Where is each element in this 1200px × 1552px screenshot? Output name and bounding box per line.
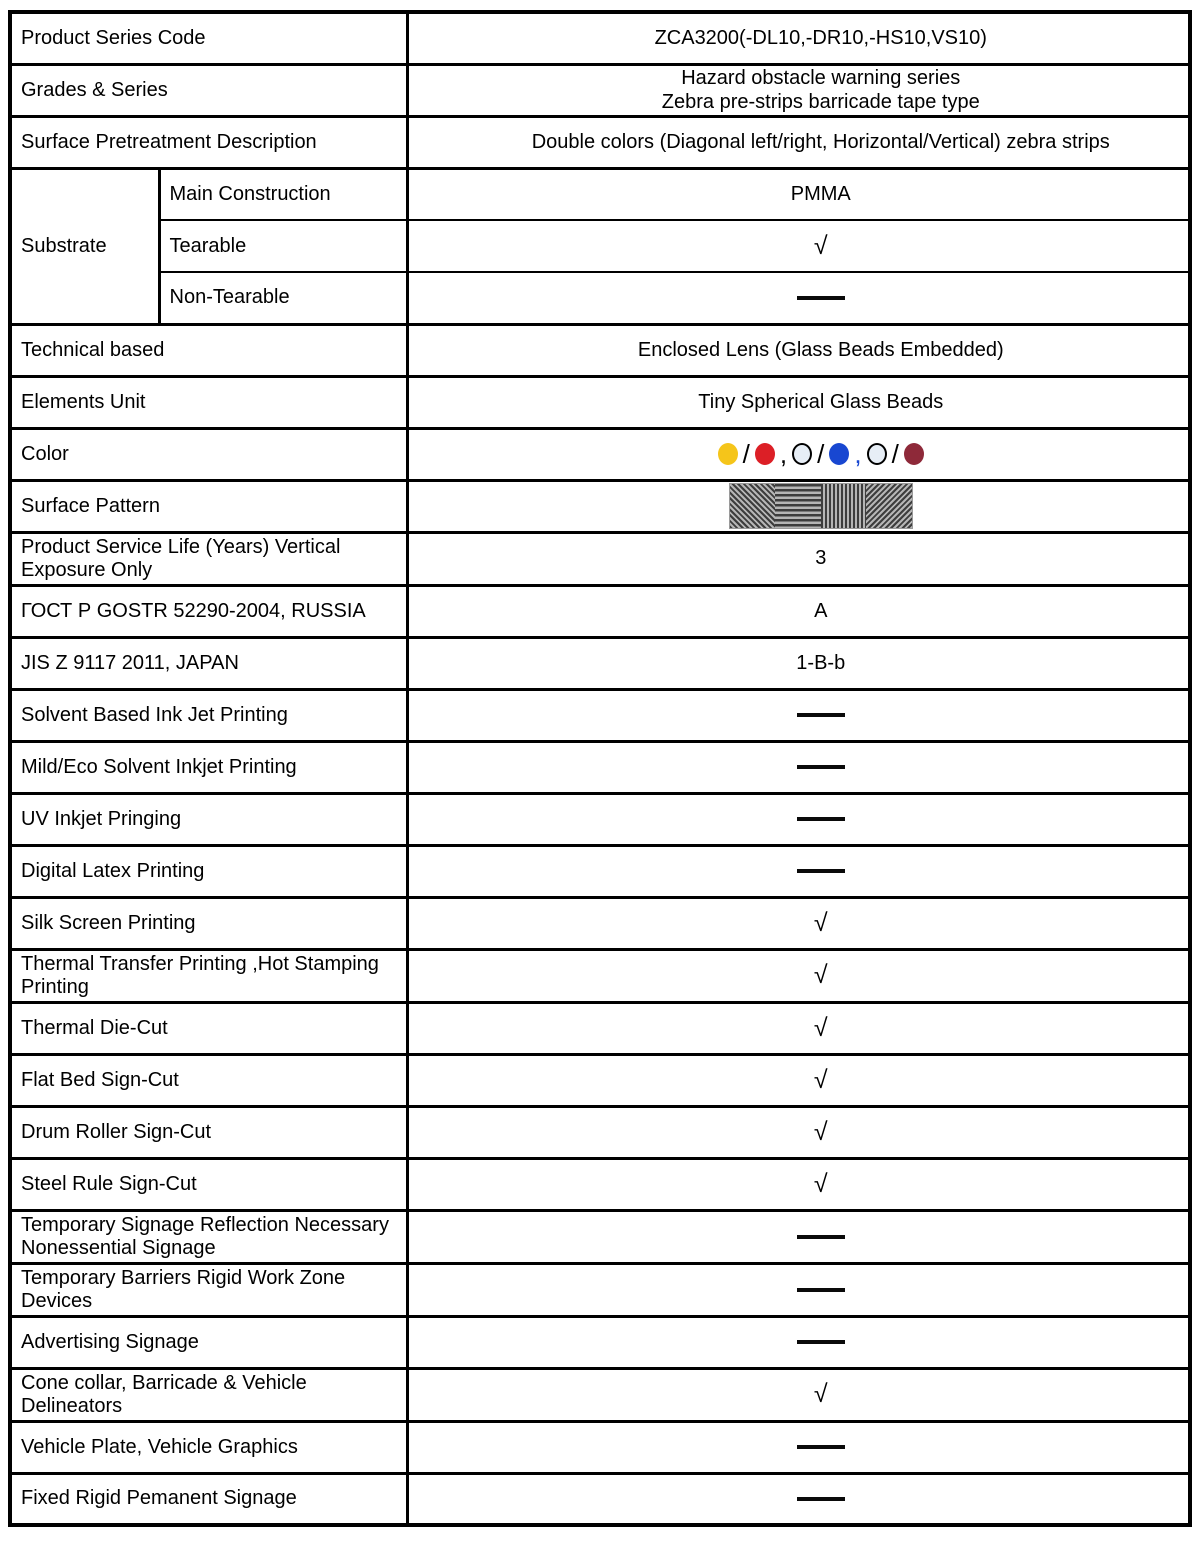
table-row-substrate-main xyxy=(10,168,1190,220)
check-mark: √ xyxy=(407,897,1190,949)
maroon-dot-icon xyxy=(904,443,924,465)
table-row xyxy=(10,1368,1190,1421)
check-mark: √ xyxy=(407,1054,1190,1106)
row-value: 3 xyxy=(407,532,1190,585)
row-label: Product Series Code xyxy=(10,12,407,64)
white-dot-icon xyxy=(792,443,812,465)
table-row-substrate-tearable xyxy=(10,220,1190,272)
slash-separator: / xyxy=(742,439,750,469)
table-row xyxy=(10,741,1190,793)
zebra-pattern-swatch xyxy=(729,483,913,529)
table-row xyxy=(10,793,1190,845)
check-mark: √ xyxy=(407,1106,1190,1158)
table-row-color xyxy=(10,428,1190,480)
row-value: A xyxy=(407,585,1190,637)
row-label: Surface Pattern xyxy=(10,480,407,532)
spec-sheet xyxy=(8,10,1192,1527)
row-label: Flat Bed Sign-Cut xyxy=(10,1054,407,1106)
row-label: Color xyxy=(10,428,407,480)
table-row xyxy=(10,1316,1190,1368)
table-row xyxy=(10,1263,1190,1316)
row-label: ГОСТ Р GOSTR 52290-2004, RUSSIA xyxy=(10,585,407,637)
row-value xyxy=(407,64,1190,116)
row-label: Steel Rule Sign-Cut xyxy=(10,1158,407,1210)
row-label: Thermal Die-Cut xyxy=(10,1002,407,1054)
table-row xyxy=(10,585,1190,637)
white-dot-icon xyxy=(867,443,887,465)
blue-dot-icon xyxy=(829,443,849,465)
table-row-substrate-nontearable xyxy=(10,272,1190,324)
comma-separator: , xyxy=(779,439,788,469)
row-label: Cone collar, Barricade & Vehicle Delineators xyxy=(10,1368,407,1421)
row-value xyxy=(407,428,1190,480)
row-value: Enclosed Lens (Glass Beads Embedded) xyxy=(407,324,1190,376)
table-row xyxy=(10,689,1190,741)
color-dots xyxy=(718,439,924,469)
table-row xyxy=(10,1473,1190,1525)
row-value xyxy=(407,480,1190,532)
row-value xyxy=(407,741,1190,793)
table-row xyxy=(10,324,1190,376)
check-mark: √ xyxy=(407,1002,1190,1054)
table-row xyxy=(10,897,1190,949)
row-label: Advertising Signage xyxy=(10,1316,407,1368)
row-value xyxy=(407,1316,1190,1368)
row-sublabel: Non-Tearable xyxy=(159,272,407,324)
row-label: Silk Screen Printing xyxy=(10,897,407,949)
dash-mark xyxy=(797,713,845,717)
row-label: UV Inkjet Pringing xyxy=(10,793,407,845)
row-value xyxy=(407,1263,1190,1316)
check-mark: √ xyxy=(407,1158,1190,1210)
row-label: JIS Z 9117 2011, JAPAN xyxy=(10,637,407,689)
dash-mark xyxy=(797,296,845,300)
row-value xyxy=(407,689,1190,741)
row-label: Surface Pretreatment Description xyxy=(10,116,407,168)
row-label: Grades & Series xyxy=(10,64,407,116)
row-value: ZCA3200(-DL10,-DR10,-HS10,VS10) xyxy=(407,12,1190,64)
row-label: Fixed Rigid Pemanent Signage xyxy=(10,1473,407,1525)
row-group-label: Substrate xyxy=(10,168,159,324)
row-label: Temporary Barriers Rigid Work Zone Devices xyxy=(10,1263,407,1316)
value-line-1: Hazard obstacle warning series xyxy=(681,67,961,89)
table-row xyxy=(10,1054,1190,1106)
dash-mark xyxy=(797,817,845,821)
row-label: Thermal Transfer Printing ,Hot Stamping Printing xyxy=(10,949,407,1002)
row-value xyxy=(407,1473,1190,1525)
table-row xyxy=(10,1210,1190,1263)
slash-separator: / xyxy=(891,439,899,469)
row-label: Vehicle Plate, Vehicle Graphics xyxy=(10,1421,407,1473)
row-value xyxy=(407,1210,1190,1263)
pattern-diagonal-left xyxy=(730,484,776,528)
table-row xyxy=(10,376,1190,428)
dash-mark xyxy=(797,1340,845,1344)
row-label: Digital Latex Printing xyxy=(10,845,407,897)
table-row xyxy=(10,949,1190,1002)
check-mark: √ xyxy=(407,1368,1190,1421)
row-value: PMMA xyxy=(407,168,1190,220)
table-row xyxy=(10,1421,1190,1473)
spec-table xyxy=(8,10,1192,1527)
row-label: Product Service Life (Years) Vertical Exposure Only xyxy=(10,532,407,585)
slash-separator: / xyxy=(817,439,825,469)
check-mark: √ xyxy=(407,949,1190,1002)
yellow-dot-icon xyxy=(718,443,738,465)
table-row xyxy=(10,845,1190,897)
row-label: Elements Unit xyxy=(10,376,407,428)
table-row xyxy=(10,12,1190,64)
table-row-surface-pattern xyxy=(10,480,1190,532)
table-row xyxy=(10,637,1190,689)
pattern-vertical xyxy=(821,484,867,528)
row-label: Solvent Based Ink Jet Printing xyxy=(10,689,407,741)
dash-mark xyxy=(797,1445,845,1449)
row-value xyxy=(407,1421,1190,1473)
table-row xyxy=(10,1158,1190,1210)
row-value: 1-B-b xyxy=(407,637,1190,689)
comma-separator-blue: , xyxy=(854,439,862,469)
row-value: Tiny Spherical Glass Beads xyxy=(407,376,1190,428)
row-value xyxy=(407,793,1190,845)
table-row xyxy=(10,1106,1190,1158)
pattern-horizontal xyxy=(775,484,821,528)
dash-mark xyxy=(797,765,845,769)
value-line-2: Zebra pre-strips barricade tape type xyxy=(661,91,980,113)
dash-mark xyxy=(797,1497,845,1501)
row-value: Double colors (Diagonal left/right, Horizontal/Vertical) zebra strips xyxy=(407,116,1190,168)
row-value xyxy=(407,845,1190,897)
table-row xyxy=(10,64,1190,116)
row-label: Temporary Signage Reflection Necessary Nonessential Signage xyxy=(10,1210,407,1263)
table-row xyxy=(10,532,1190,585)
dash-mark xyxy=(797,869,845,873)
table-row xyxy=(10,116,1190,168)
pattern-diagonal-right xyxy=(866,484,912,528)
red-dot-icon xyxy=(755,443,775,465)
row-label: Technical based xyxy=(10,324,407,376)
row-sublabel: Main Construction xyxy=(159,168,407,220)
check-mark: √ xyxy=(407,220,1190,272)
row-label: Mild/Eco Solvent Inkjet Printing xyxy=(10,741,407,793)
row-sublabel: Tearable xyxy=(159,220,407,272)
dash-mark xyxy=(797,1235,845,1239)
table-row xyxy=(10,1002,1190,1054)
dash-mark xyxy=(797,1288,845,1292)
row-label: Drum Roller Sign-Cut xyxy=(10,1106,407,1158)
row-value xyxy=(407,272,1190,324)
